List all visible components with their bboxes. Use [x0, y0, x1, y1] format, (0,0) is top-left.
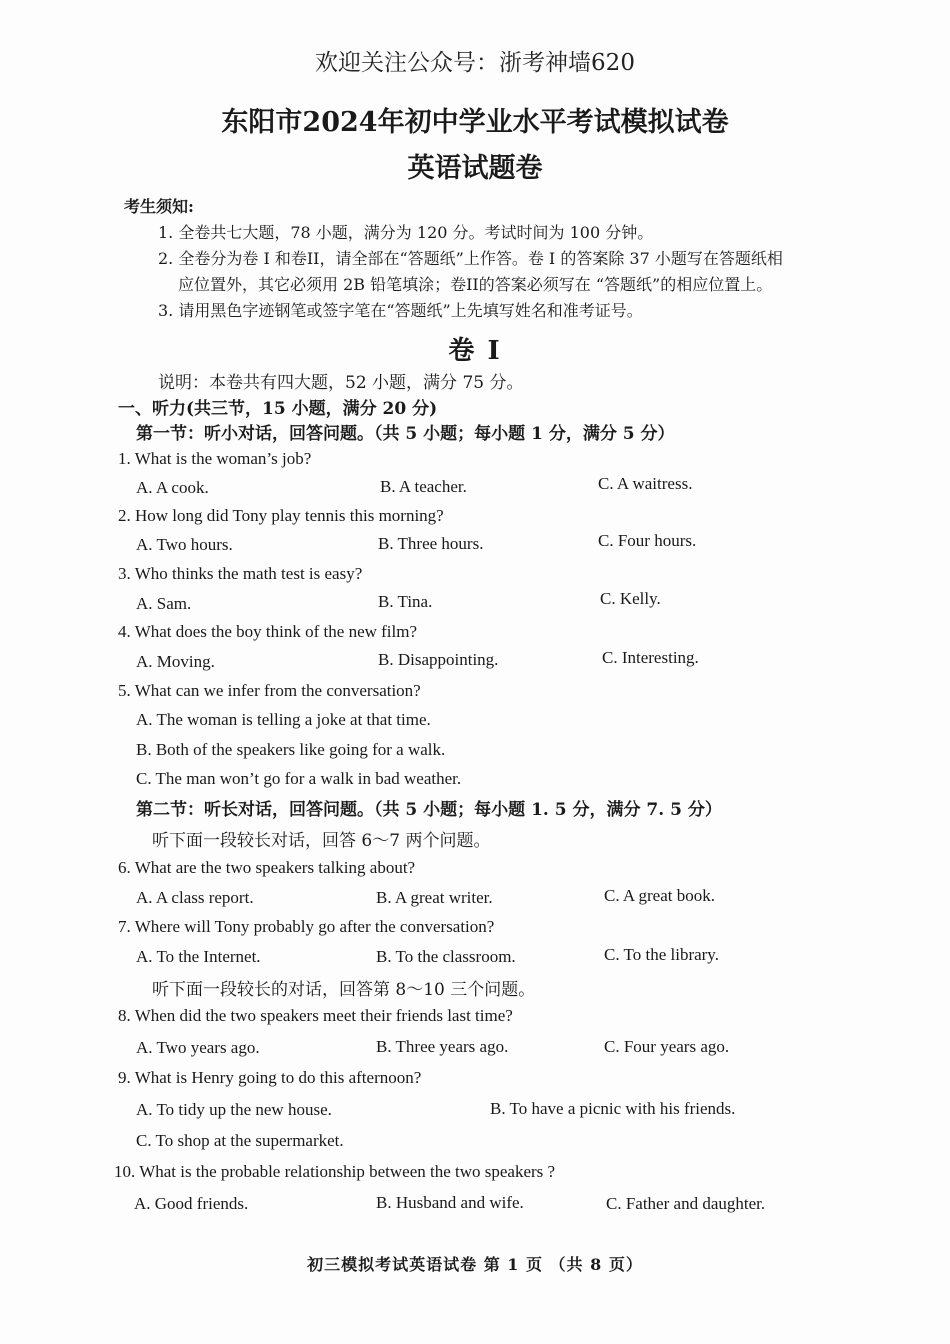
section2-heading: 第二节：听长对话，回答问题。（共 5 小题；每小题 1. 5 分，满分 7. 5 分） — [136, 800, 722, 820]
exam-title: 东阳市2024年初中学业水平考试模拟试卷 — [221, 107, 729, 138]
q8-option-b: B. Three years ago. — [376, 1037, 509, 1056]
q6-option-b: B. A great writer. — [376, 888, 493, 907]
q4-option-b: B. Disappointing. — [378, 650, 499, 669]
instruction-6-7: 听下面一段较长对话，回答 6～7 两个问题。 — [152, 831, 491, 851]
notice-item-3: 3. 请用黑色字迹钢笔或签字笔在“答题纸”上先填写姓名和准考证号。 — [158, 301, 643, 320]
q9-option-a: A. To tidy up the new house. — [136, 1100, 332, 1119]
q7-option-a: A. To the Internet. — [136, 947, 261, 966]
q3-option-b: B. Tina. — [378, 592, 433, 611]
notice-heading: 考生须知: — [124, 197, 194, 216]
question-10: 10. What is the probable relationship between the two speakers ? — [114, 1162, 556, 1181]
q7-option-c: C. To the library. — [604, 945, 719, 964]
exam-subtitle: 英语试题卷 — [407, 153, 543, 184]
q5-option-a: A. The woman is telling a joke at that time. — [136, 710, 431, 729]
question-6: 6. What are the two speakers talking about? — [118, 858, 416, 877]
volume-note: 说明：本卷共有四大题，52 小题，满分 75 分。 — [158, 373, 524, 393]
page-footer: 初三模拟考试英语试卷 第 1 页 （共 8 页） — [307, 1255, 643, 1274]
q3-option-a: A. Sam. — [136, 594, 192, 613]
q4-option-a: A. Moving. — [136, 652, 215, 671]
notice-item-2-cont: 应位置外，其它必须用 2B 铅笔填涂；卷II的答案必须写在 “答题纸”的相应位置上。 — [178, 275, 773, 294]
question-9: 9. What is Henry going to do this afternoon? — [118, 1068, 422, 1087]
watermark-text: 欢迎关注公众号：浙考神墙620 — [315, 50, 635, 76]
q8-option-a: A. Two years ago. — [136, 1038, 260, 1057]
q8-option-c: C. Four years ago. — [604, 1037, 730, 1056]
q1-option-a: A. A cook. — [136, 478, 209, 497]
q2-option-a: A. Two hours. — [136, 535, 233, 554]
question-1: 1. What is the woman’s job? — [118, 449, 312, 468]
q5-option-b: B. Both of the speakers like going for a walk. — [136, 740, 446, 759]
notice-item-1: 1. 全卷共七大题，78 小题，满分为 120 分。考试时间为 100 分钟。 — [158, 223, 654, 242]
notice-item-2: 2. 全卷分为卷 I 和卷II，请全部在“答题纸”上作答。卷 I 的答案除 37 小题写在答题纸相 — [158, 249, 783, 268]
question-8: 8. When did the two speakers meet their friends last time? — [118, 1006, 513, 1025]
volume-title: 卷 I — [448, 336, 502, 366]
q5-option-c: C. The man won’t go for a walk in bad weather. — [136, 769, 462, 788]
section1-heading: 第一节：听小对话，回答问题。（共 5 小题；每小题 1 分，满分 5 分） — [136, 424, 675, 444]
q9-option-b: B. To have a picnic with his friends. — [490, 1099, 736, 1118]
q2-option-b: B. Three hours. — [378, 534, 484, 553]
question-3: 3. Who thinks the math test is easy? — [118, 564, 363, 583]
instruction-8-10: 听下面一段较长的对话，回答第 8～10 三个问题。 — [152, 980, 536, 1000]
q10-option-a: A. Good friends. — [134, 1194, 249, 1213]
q3-option-c: C. Kelly. — [600, 589, 661, 608]
question-5: 5. What can we infer from the conversation? — [118, 681, 421, 700]
q7-option-b: B. To the classroom. — [376, 947, 516, 966]
q1-option-c: C. A waitress. — [598, 474, 693, 493]
part1-heading: 一、听力(共三节，15 小题，满分 20 分) — [118, 399, 438, 419]
q6-option-a: A. A class report. — [136, 888, 254, 907]
q10-option-b: B. Husband and wife. — [376, 1193, 524, 1212]
question-4: 4. What does the boy think of the new film? — [118, 622, 418, 641]
q9-option-c: C. To shop at the supermarket. — [136, 1131, 344, 1150]
q1-option-b: B. A teacher. — [380, 477, 467, 496]
q4-option-c: C. Interesting. — [602, 648, 699, 667]
q10-option-c: C. Father and daughter. — [606, 1194, 766, 1213]
q2-option-c: C. Four hours. — [598, 531, 697, 550]
question-7: 7. Where will Tony probably go after the conversation? — [118, 917, 495, 936]
q6-option-c: C. A great book. — [604, 886, 715, 905]
question-2: 2. How long did Tony play tennis this morning? — [118, 506, 444, 525]
